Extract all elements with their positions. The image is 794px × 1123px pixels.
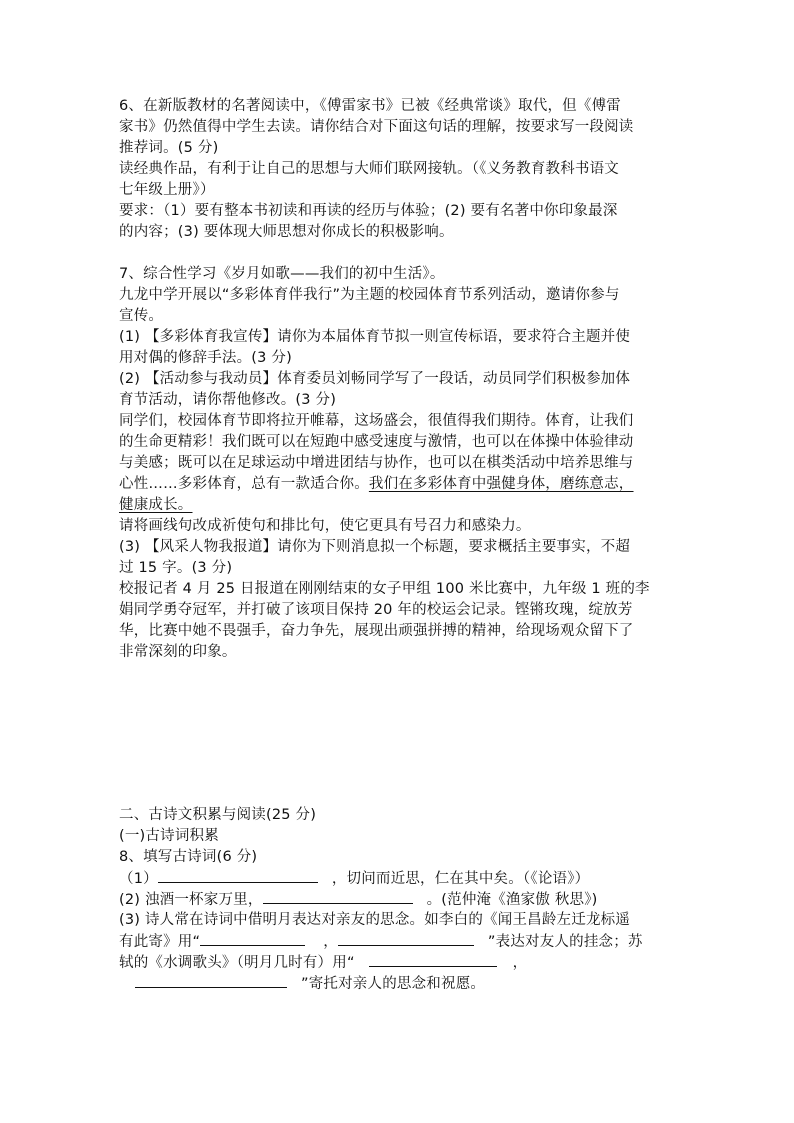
q8-item-3-line-4 <box>119 973 485 994</box>
q7-line-1: 7、综合性学习《岁月如歌——我们的初中生活》。 <box>119 266 445 282</box>
q7-line-16: 校报记者 4 月 25 日报道在刚刚结束的女子甲组 100 米比赛中，九年级 1 班的李 <box>119 581 650 597</box>
q8-item-2-prefix: (2) 浊酒一杯家万里， <box>119 892 263 908</box>
q8-item-3-line-3 <box>119 952 527 973</box>
q7-line-8: 同学们，校园体育节即将拉开帷幕，这场盛会，很值得我们期待。体育，让我们 <box>119 413 634 429</box>
section-2-title: 二、古诗文积累与阅读(25 分) <box>119 807 317 823</box>
q7-line-15: 过 15 字。(3 分) <box>119 560 233 576</box>
q7-line-3: 宣传。 <box>119 308 164 324</box>
q7-line-6: (2) 【活动参与我动员】体育委员刘畅同学写了一段话，动员同学们积极参加体 <box>119 371 631 387</box>
q7-line-19: 非常深刻的印象。 <box>119 644 237 660</box>
answer-blank-1[interactable] <box>158 868 318 883</box>
q7-line-5: 用对偶的修辞手法。(3 分) <box>119 350 292 366</box>
answer-blank-6[interactable] <box>135 973 287 988</box>
q8-item-3-line-1: (3) 诗人常在诗词中借明月表达对亲友的思念。如李白的《闻王昌龄左迁龙标遥 <box>119 912 631 928</box>
q8-item-1-suffix: ，切问而近思，仁在其中矣。（《论语》） <box>331 871 590 887</box>
q8-item-1-prefix: （1） <box>119 871 158 887</box>
answer-blank-3[interactable] <box>200 931 305 946</box>
q7-line-11-text: 心性……多彩体育，总有一款适合你。 <box>119 476 369 492</box>
q8-item-3-text-c: ”表达对友人的挂念；苏 <box>487 934 643 950</box>
q6-line-1: 6、在新版教材的名著阅读中，《傅雷家书》已被《经典常谈》取代，但《傅雷 <box>119 98 621 114</box>
q6-line-6: 要求：（1）要有整本书初读和再读的经历与体验；(2) 要有名著中你印象最深 <box>119 203 618 219</box>
q7-line-7: 育节活动，请你帮他修改。(3 分) <box>119 392 337 408</box>
q7-line-13: 请将画线句改成祈使句和排比句，使它更具有号召力和感染力。 <box>119 518 531 534</box>
q8-item-1 <box>119 868 589 889</box>
underlined-sentence-part-2: 健康成长。 <box>119 497 193 513</box>
answer-blank-4[interactable] <box>338 931 474 946</box>
q6-line-3: 推荐词。(5 分) <box>119 140 219 156</box>
q7-line-14: (3) 【风采人物我报道】请你为下则消息拟一个标题，要求概括主要事实，不超 <box>119 539 631 555</box>
q7-line-12 <box>119 495 193 515</box>
q8-item-3-comma-2: ， <box>512 955 528 971</box>
q7-line-2: 九龙中学开展以“多彩体育伴我行”为主题的校园体育节系列活动，邀请你参与 <box>119 287 620 303</box>
q7-line-18: 华，比赛中她不畏强手，奋力争先，展现出顽强拼搏的精神，给现场观众留下了 <box>119 623 634 639</box>
q6-line-4: 读经典作品，有利于让自己的思想与大师们联网接轨。（《义务教育教科书语文 <box>119 161 619 177</box>
q7-line-4: (1) 【多彩体育我宣传】请你为本届体育节拟一则宣传标语，要求符合主题并使 <box>119 329 631 345</box>
q7-line-10: 与美感；既可以在足球运动中增进团结与协作，也可以在棋类活动中培养思维与 <box>119 455 634 471</box>
q7-line-9: 的生命更精彩！我们既可以在短跑中感受速度与激情，也可以在体操中体验律动 <box>119 434 634 450</box>
answer-blank-5[interactable] <box>369 952 497 967</box>
q6-line-2: 家书》仍然值得中学生去读。请你结合对下面这句话的理解，按要求写一段阅读 <box>119 119 634 135</box>
q8-heading: 8、填写古诗词(6 分) <box>119 849 258 865</box>
q8-item-3-text-a: 有此寄》用“ <box>119 934 201 950</box>
section-2-subtitle: (一)古诗词积累 <box>119 828 219 844</box>
answer-blank-2[interactable] <box>263 889 413 904</box>
underlined-sentence-part-1: 我们在多彩体育中强健身体，磨练意志， <box>368 476 634 492</box>
q8-item-2-suffix: 。(范仲淹《渔家傲 秋思》) <box>426 892 598 908</box>
q7-line-11 <box>119 474 634 494</box>
q8-item-3-text-d: 轼的《水调歌头》（明月几时有）用“ <box>119 955 355 971</box>
q8-item-3-comma-1: ， <box>323 934 338 950</box>
q8-item-3-text-e: ”寄托对亲人的思念和祝愿。 <box>301 976 486 992</box>
q6-line-5: 七年级上册》） <box>119 182 215 198</box>
q8-item-2 <box>119 889 598 910</box>
q8-item-3-line-2 <box>119 931 643 952</box>
q6-line-7: 的内容；(3) 要体现大师思想对你成长的积极影响。 <box>119 224 454 240</box>
q7-line-17: 娟同学勇夺冠军，并打破了该项目保持 20 年的校运会记录。铿锵玫瑰，绽放芳 <box>119 602 633 618</box>
